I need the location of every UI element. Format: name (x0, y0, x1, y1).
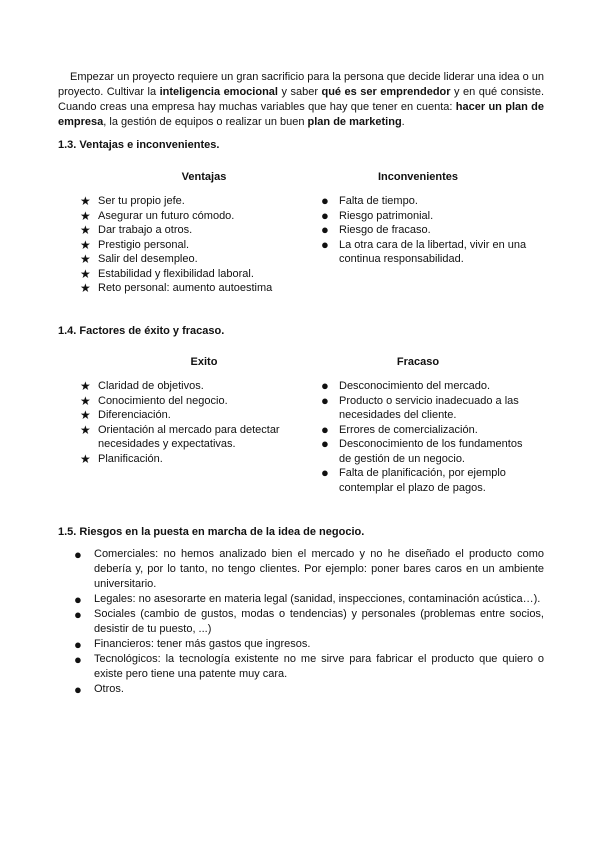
list-item: ● Otros. (74, 682, 124, 697)
inconvenientes-title: Inconvenientes (377, 171, 459, 183)
dot-bullet-icon: ● (321, 207, 329, 223)
section-1-4-heading: 1.4. Factores de éxito y fracaso. (58, 325, 225, 337)
star-bullet-icon: ★ (80, 208, 91, 223)
exito-list (80, 379, 290, 466)
ventajas-list (80, 194, 300, 296)
star-bullet-icon: ★ (80, 194, 91, 208)
exito-title: Exito (190, 356, 218, 368)
intro-text-5: . (401, 116, 405, 128)
list-item: ● Sociales (cambio de gustos, modas o tendencias) y personales (problemas entre socios, desistir de tu puesto, ...) (74, 607, 544, 635)
section-1-3-heading: 1.3. Ventajas e inconvenientes. (58, 139, 220, 151)
star-bullet-icon: ★ (80, 252, 91, 266)
list-item: ● Tecnológicos: la tecnología existente no me sirve para fabricar el producto que quiero o existe pero tiene una patente muy cara. (74, 652, 544, 680)
dot-bullet-icon: ● (321, 378, 329, 393)
dot-bullet-icon: ● (321, 222, 329, 237)
list-item: ★ Claridad de objetivos. (80, 379, 204, 393)
dot-bullet-icon: ● (74, 607, 82, 622)
fracaso-list (321, 379, 536, 495)
list-item: ● Errores de comercialización. (321, 421, 478, 437)
list-item: ● Desconocimiento del mercado. (321, 378, 491, 393)
star-bullet-icon: ★ (80, 223, 91, 237)
star-bullet-icon: ★ (80, 393, 91, 408)
dot-bullet-icon: ● (321, 421, 329, 437)
section-1-5-heading: 1.5. Riesgos en la puesta en marcha de la idea de negocio. (58, 526, 365, 538)
dot-bullet-icon: ● (321, 392, 329, 408)
dot-bullet-icon: ● (74, 592, 82, 607)
intro-text-2: y saber (277, 86, 322, 98)
intro-text-4: , la gestión de equipos o realizar un buen (103, 116, 308, 128)
intro-bold-business-plan: hacer un plan de empresa (58, 101, 544, 128)
list-item: ★ Reto personal: aumento autoestima (80, 281, 273, 295)
fracaso-title: Fracaso (396, 356, 440, 368)
intro-text-1: Empezar un proyecto requiere un gran sacrificio para la persona que decide liderar una idea o un proyecto. Cultivar la (58, 71, 544, 98)
dot-bullet-icon: ● (321, 465, 329, 480)
star-bullet-icon: ★ (80, 451, 91, 466)
intro-paragraph (58, 70, 544, 130)
ventajas-title: Ventajas (181, 171, 227, 183)
list-item: ★ Prestigio personal. (80, 237, 190, 252)
list-item: ● Riesgo patrimonial. (321, 207, 434, 223)
list-item: ★ Salir del desempleo. (80, 252, 198, 266)
list-item: ● Producto o servicio inadecuado a las necesidades del cliente. (321, 392, 519, 421)
star-bullet-icon: ★ (80, 237, 91, 252)
list-item: ● Riesgo de fracaso. (321, 222, 431, 237)
star-bullet-icon: ★ (80, 422, 91, 437)
dot-bullet-icon: ● (321, 236, 329, 252)
list-item: ★ Dar trabajo a otros. (80, 223, 193, 237)
star-bullet-icon: ★ (80, 281, 91, 295)
list-item: ★ Estabilidad y flexibilidad laboral. (80, 266, 254, 281)
dot-bullet-icon: ● (74, 547, 82, 562)
dot-bullet-icon: ● (74, 652, 82, 667)
list-item: ● Legales: no asesorarte en materia legal (sanidad, inspecciones, contaminación acústica…). (74, 592, 541, 607)
list-item: ★ Conocimiento del negocio. (80, 393, 228, 408)
intro-bold-emotional-intelligence: inteligencia emocional (159, 86, 278, 98)
star-bullet-icon: ★ (80, 408, 91, 422)
list-item: ★ Asegurar un futuro cómodo. (80, 208, 235, 223)
list-item: ● Desconocimiento de los fundamentos de gestión de un negocio. (321, 436, 523, 465)
intro-text-3: y en qué consiste. Cuando creas una empresa hay muchas variables que hay que tener en cuenta: (58, 86, 544, 113)
list-item: ● Falta de planificación, por ejemplo contemplar el plazo de pagos. (321, 465, 506, 494)
list-item: ★ Planificación. (80, 451, 163, 466)
list-item: ● Comerciales: no hemos analizado bien el mercado y no he diseñado el producto como debería y, por lo tanto, no tengo clientes. Por ejemplo: poner bares caros en un ambiente universitario. (74, 547, 544, 590)
dot-bullet-icon: ● (74, 637, 82, 652)
star-bullet-icon: ★ (80, 266, 91, 281)
riesgos-list (74, 547, 544, 697)
list-item: ★ Diferenciación. (80, 408, 171, 422)
intro-bold-marketing-plan: plan de marketing (307, 116, 402, 128)
list-item: ★ Ser tu propio jefe. (80, 194, 185, 208)
list-item: ● Financieros: tener más gastos que ingresos. (74, 637, 311, 652)
dot-bullet-icon: ● (321, 193, 329, 208)
intro-bold-entrepreneur: qué es ser emprendedor (321, 86, 451, 98)
dot-bullet-icon: ● (321, 436, 329, 451)
list-item: ● La otra cara de la libertad, vivir en una continua responsabilidad. (321, 236, 527, 265)
list-item: ★ Orientación al mercado para detectar necesidades y expectativas. (80, 422, 280, 450)
dot-bullet-icon: ● (74, 682, 82, 697)
list-item: ● Falta de tiempo. (321, 193, 418, 208)
inconvenientes-list (321, 194, 536, 267)
star-bullet-icon: ★ (80, 379, 91, 393)
